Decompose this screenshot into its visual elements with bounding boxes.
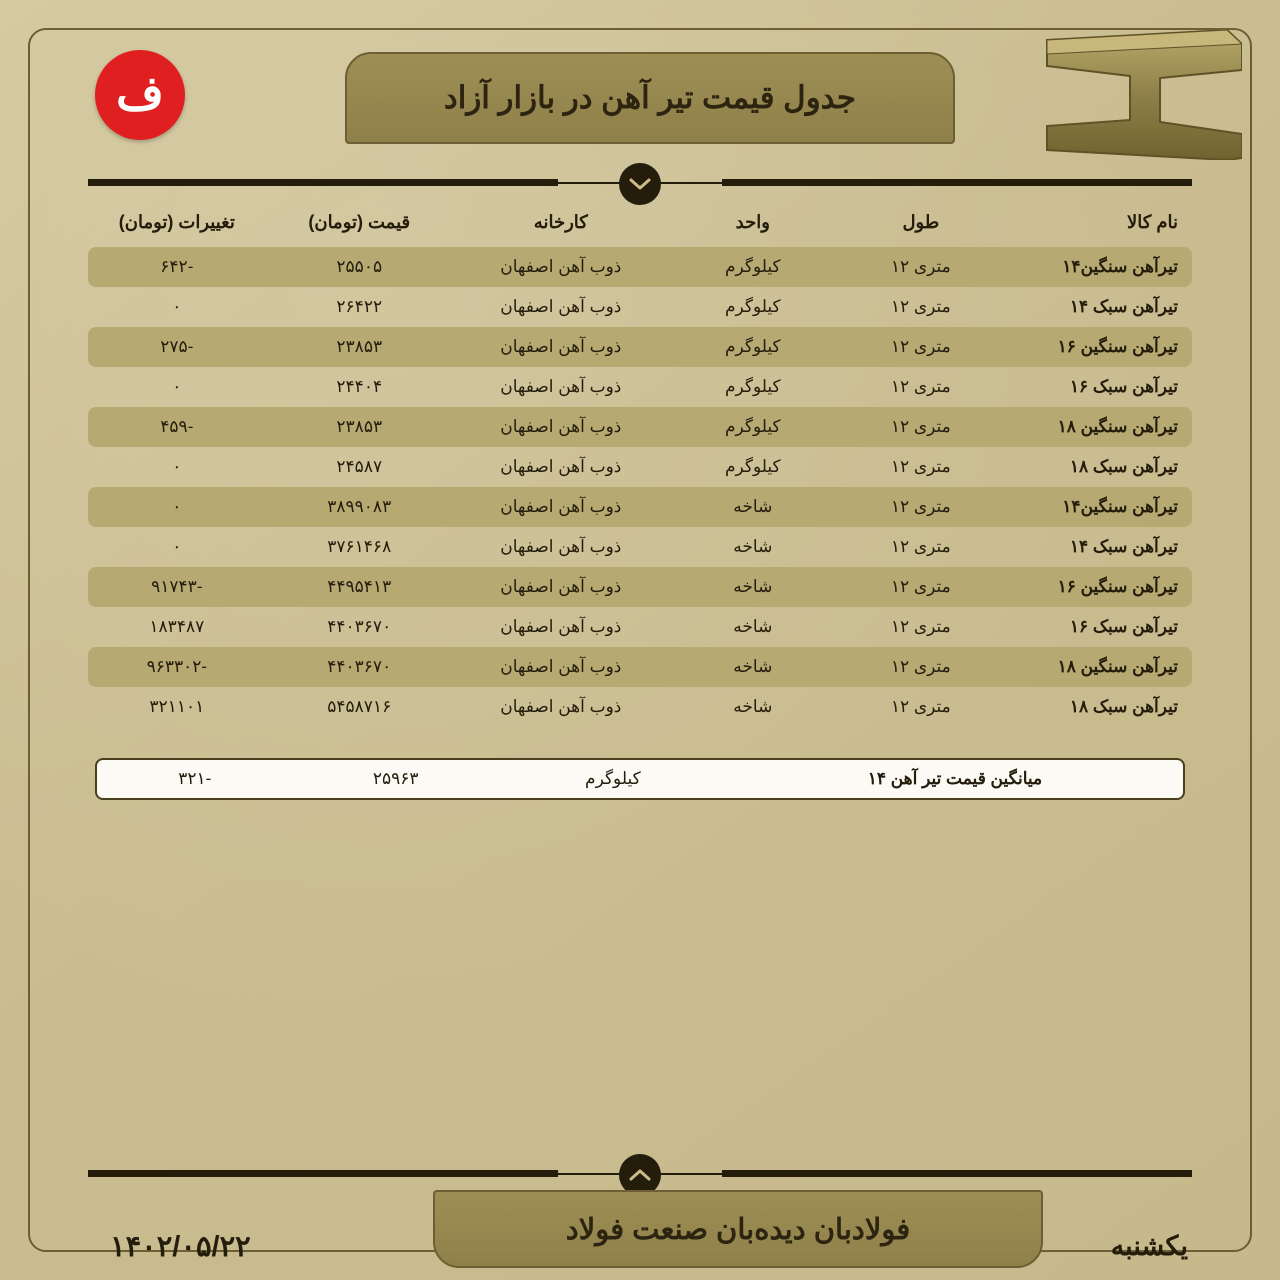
cell-length: متری ۱۲	[837, 247, 1005, 287]
cell-length: متری ۱۲	[890, 697, 951, 716]
cell-unit: کیلوگرم	[724, 457, 781, 476]
table-row	[88, 527, 1192, 567]
cell-price: ۴۴۰۳۶۷۰	[327, 617, 392, 636]
table-row	[88, 647, 1192, 687]
cell-price: ۲۳۸۵۳	[266, 327, 453, 367]
footer-date: ۱۴۰۲/۰۵/۲۲	[110, 1231, 251, 1263]
cell-length: متری ۱۲	[837, 327, 1005, 367]
cell-price: ۲۳۸۵۳	[266, 407, 453, 447]
cell-name: تیرآهن سبک ۱۶	[1069, 617, 1178, 636]
table-body	[88, 247, 1192, 727]
cell-name: تیرآهن سنگین ۱۸	[1005, 647, 1192, 687]
cell-name: تیرآهن سبک ۱۸	[1069, 457, 1178, 476]
cell-length: متری ۱۲	[837, 487, 1005, 527]
cell-price: ۲۴۵۸۷	[336, 457, 383, 476]
average-unit: کیلوگرم	[585, 769, 641, 788]
table-row	[88, 407, 1192, 447]
table-header-row	[88, 200, 1192, 247]
table-row	[88, 447, 1192, 487]
chevron-down-icon	[619, 163, 661, 205]
cell-name: تیرآهن سنگین ۱۶	[1005, 567, 1192, 607]
cell-unit: کیلوگرم	[724, 297, 781, 316]
cell-price: ۴۴۹۵۴۱۳	[266, 567, 453, 607]
table-row	[88, 687, 1192, 727]
cell-name: تیرآهن سبک ۱۴	[1069, 297, 1178, 316]
cell-name: تیرآهن سبک ۱۶	[1069, 377, 1178, 396]
column-header-length: طول	[902, 212, 940, 232]
cell-factory: ذوب آهن اصفهان	[453, 647, 669, 687]
cell-price: ۳۷۶۱۴۶۸	[327, 537, 392, 556]
cell-change: -۲۷۵	[88, 327, 266, 367]
cell-change: ۰	[88, 487, 266, 527]
footer-divider-bar-left	[722, 1170, 1192, 1177]
footer-weekday: یکشنبه	[1110, 1231, 1188, 1261]
cell-change: -۹۱۷۴۳	[88, 567, 266, 607]
average-label: میانگین قیمت تیر آهن ۱۴	[867, 769, 1043, 788]
cell-length: متری ۱۲	[890, 377, 951, 396]
cell-change: ۱۸۳۴۸۷	[149, 617, 205, 636]
cell-unit: کیلوگرم	[669, 327, 837, 367]
table-row	[88, 607, 1192, 647]
cell-factory: ذوب آهن اصفهان	[500, 537, 622, 556]
cell-unit: کیلوگرم	[669, 407, 837, 447]
cell-factory: ذوب آهن اصفهان	[453, 567, 669, 607]
table-row	[88, 367, 1192, 407]
table-row	[88, 247, 1192, 287]
cell-factory: ذوب آهن اصفهان	[500, 697, 622, 716]
cell-factory: ذوب آهن اصفهان	[500, 297, 622, 316]
table-row	[88, 287, 1192, 327]
column-header-unit: واحد	[735, 212, 770, 232]
cell-factory: ذوب آهن اصفهان	[453, 487, 669, 527]
price-table-container	[88, 200, 1192, 727]
column-header-change: تغییرات (تومان)	[118, 212, 235, 232]
cell-price: ۲۴۴۰۴	[336, 377, 383, 396]
cell-factory: ذوب آهن اصفهان	[500, 377, 622, 396]
table-row	[88, 327, 1192, 367]
cell-length: متری ۱۲	[837, 407, 1005, 447]
cell-unit: شاخه	[733, 537, 773, 556]
price-table	[88, 200, 1192, 727]
cell-length: متری ۱۲	[837, 647, 1005, 687]
cell-unit: شاخه	[733, 697, 773, 716]
page-title-text: جدول قیمت تیر آهن در بازار آزاد	[443, 80, 857, 115]
divider-bar-right	[88, 179, 558, 186]
cell-unit: شاخه	[669, 487, 837, 527]
column-header-name: نام کالا	[1127, 212, 1178, 232]
cell-change: ۰	[172, 537, 182, 556]
cell-change: ۰	[172, 297, 182, 316]
column-header-factory: کارخانه	[533, 212, 588, 232]
average-price: ۲۵۹۶۳	[372, 769, 419, 788]
cell-unit: شاخه	[669, 567, 837, 607]
brand-logo-glyph: ف	[116, 67, 164, 119]
cell-change: -۴۵۹	[88, 407, 266, 447]
cell-price: ۴۴۰۳۶۷۰	[266, 647, 453, 687]
cell-change: -۹۶۳۳۰۲	[88, 647, 266, 687]
average-change: -۳۲۱	[178, 769, 212, 788]
beam-illustration	[1042, 30, 1242, 160]
cell-unit: شاخه	[733, 617, 773, 636]
cell-length: متری ۱۲	[837, 567, 1005, 607]
header-divider	[88, 175, 1192, 191]
cell-price: ۲۵۵۰۵	[266, 247, 453, 287]
cell-name: تیرآهن سبک ۱۴	[1069, 537, 1178, 556]
cell-factory: ذوب آهن اصفهان	[453, 407, 669, 447]
average-price-row	[95, 758, 1185, 800]
cell-factory: ذوب آهن اصفهان	[453, 327, 669, 367]
cell-change: -۶۴۲	[88, 247, 266, 287]
cell-factory: ذوب آهن اصفهان	[500, 617, 622, 636]
cell-change: ۰	[172, 377, 182, 396]
cell-name: تیرآهن سنگین ۱۸	[1005, 407, 1192, 447]
cell-name: تیرآهن سنگین۱۴	[1005, 487, 1192, 527]
cell-change: ۰	[172, 457, 182, 476]
table-row	[88, 567, 1192, 607]
cell-factory: ذوب آهن اصفهان	[500, 457, 622, 476]
cell-length: متری ۱۲	[890, 457, 951, 476]
footer-brand-text: فولادبان دیده‌بان صنعت فولاد	[565, 1213, 911, 1246]
cell-name: تیرآهن سنگین۱۴	[1005, 247, 1192, 287]
cell-name: تیرآهن سبک ۱۸	[1069, 697, 1178, 716]
footer-brand-plate	[433, 1190, 1043, 1268]
column-header-price: قیمت (تومان)	[308, 212, 411, 232]
cell-unit: کیلوگرم	[669, 247, 837, 287]
brand-logo	[95, 50, 185, 140]
cell-name: تیرآهن سنگین ۱۶	[1005, 327, 1192, 367]
cell-length: متری ۱۲	[890, 537, 951, 556]
cell-price: ۵۴۵۸۷۱۶	[327, 697, 392, 716]
cell-price: ۲۶۴۲۲	[336, 297, 383, 316]
cell-change: ۳۲۱۱۰۱	[149, 697, 205, 716]
cell-unit: کیلوگرم	[724, 377, 781, 396]
cell-price: ۳۸۹۹۰۸۳	[266, 487, 453, 527]
page-title	[345, 52, 955, 144]
divider-bar-left	[722, 179, 1192, 186]
table-header	[88, 200, 1192, 247]
footer-divider-bar-right	[88, 1170, 558, 1177]
cell-factory: ذوب آهن اصفهان	[453, 247, 669, 287]
cell-length: متری ۱۲	[890, 617, 951, 636]
table-row	[88, 487, 1192, 527]
cell-unit: شاخه	[669, 647, 837, 687]
cell-length: متری ۱۲	[890, 297, 951, 316]
